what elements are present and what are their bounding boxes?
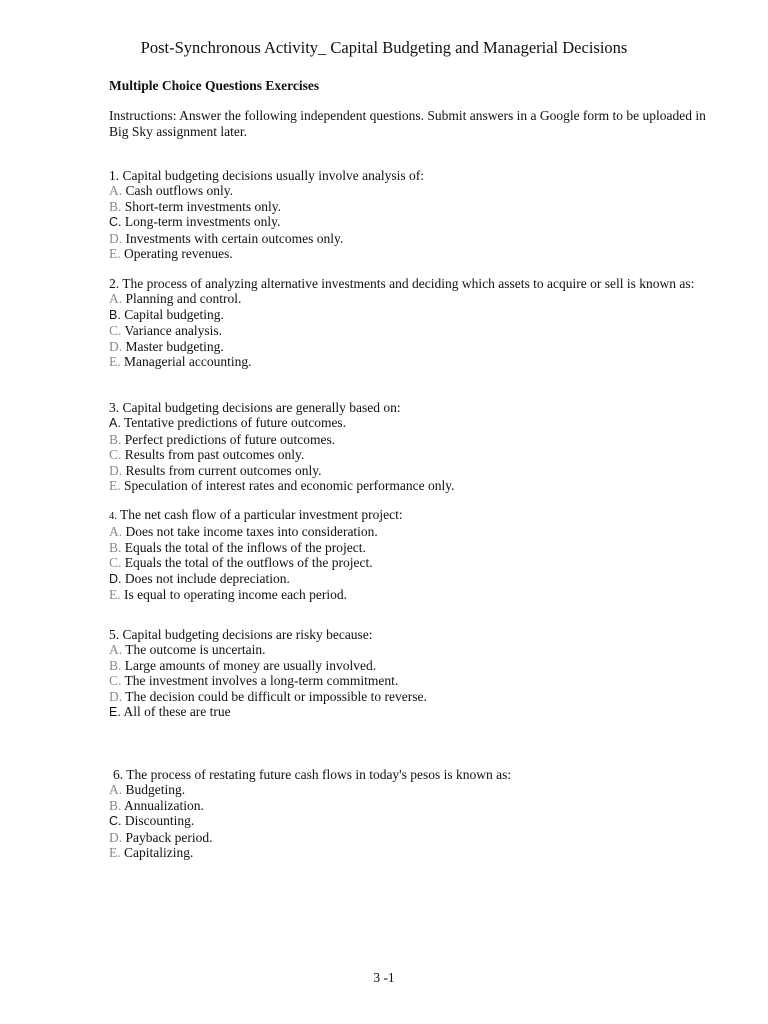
question-number: 6.	[113, 767, 124, 782]
option-text: The outcome is uncertain.	[125, 642, 266, 658]
option-text: Master budgeting.	[125, 338, 224, 354]
option-letter: A.	[109, 782, 123, 798]
option-text: Does not take income taxes into consideration.	[125, 524, 378, 540]
question-stem	[109, 276, 709, 291]
option-c	[109, 673, 709, 688]
option-text: Perfect predictions of future outcomes.	[124, 431, 336, 447]
option-text: Results from current outcomes only.	[125, 462, 322, 478]
option-text: Equals the total of the outflows of the project.	[124, 555, 373, 571]
option-text: Long-term investments only.	[124, 214, 281, 230]
option-letter: D.	[109, 338, 123, 354]
option-text: Speculation of interest rates and economic performance only.	[124, 478, 455, 494]
instructions-text: Instructions: Answer the following independent questions. Submit answers in a Google form to be uploaded in Big Sky assignment later.	[109, 108, 706, 139]
option-letter: C.	[109, 447, 122, 463]
option-letter: C.	[109, 323, 122, 339]
option-text: Operating revenues.	[124, 246, 233, 262]
option-text: Managerial accounting.	[124, 354, 252, 370]
option-text: Investments with certain outcomes only.	[125, 230, 344, 246]
option-e	[109, 587, 709, 602]
option-c	[109, 214, 709, 230]
option-letter: A.	[109, 642, 123, 658]
option-text: Annualization.	[124, 797, 204, 813]
option-b	[109, 432, 709, 447]
option-e	[109, 354, 709, 369]
option-letter: E.	[109, 705, 121, 720]
question-stem	[109, 400, 709, 415]
option-letter: A.	[109, 416, 121, 431]
question-stem	[113, 767, 713, 782]
question-stem	[109, 168, 709, 183]
question-2	[109, 276, 709, 369]
option-e	[109, 845, 713, 860]
option-text: Tentative predictions of future outcomes.	[123, 415, 347, 431]
option-d	[109, 571, 709, 587]
option-text: All of these are true	[123, 704, 231, 720]
option-text: Results from past outcomes only.	[124, 447, 305, 463]
option-d	[109, 339, 709, 354]
option-b	[109, 798, 713, 813]
question-6	[109, 767, 713, 861]
question-number: 2.	[109, 276, 120, 291]
question-stem	[109, 627, 709, 642]
option-text: Equals the total of the inflows of the project.	[124, 539, 366, 555]
option-letter: D.	[109, 571, 122, 586]
option-letter: E.	[109, 478, 121, 494]
option-text: Discounting.	[124, 813, 195, 829]
question-number: 5.	[109, 627, 120, 642]
option-letter: D.	[109, 829, 123, 845]
option-text: Payback period.	[125, 829, 213, 845]
option-text: Capital budgeting.	[124, 306, 224, 322]
option-c	[109, 813, 713, 829]
option-letter: C.	[109, 215, 122, 230]
option-b	[109, 540, 709, 555]
option-letter: C.	[109, 814, 122, 829]
option-letter: B.	[109, 198, 122, 214]
option-d	[109, 463, 709, 478]
question-text: Capital budgeting decisions usually involve analysis of:	[122, 168, 424, 183]
option-text: Large amounts of money are usually involved.	[124, 657, 377, 673]
option-text: Cash outflows only.	[125, 183, 233, 199]
question-4	[109, 507, 709, 602]
option-text: Short-term investments only.	[124, 198, 281, 214]
option-b	[109, 658, 709, 673]
option-letter: B.	[109, 539, 122, 555]
option-letter: D.	[109, 462, 123, 478]
option-letter: D.	[109, 688, 123, 704]
question-text: Capital budgeting decisions are generally based on:	[122, 400, 401, 415]
option-letter: C.	[109, 555, 122, 571]
option-c	[109, 555, 709, 570]
option-d	[109, 689, 709, 704]
option-text: Does not include depreciation.	[124, 570, 290, 586]
question-5	[109, 627, 709, 720]
option-letter: A.	[109, 291, 123, 307]
option-text: Capitalizing.	[124, 845, 194, 861]
option-d	[109, 830, 713, 845]
option-text: Variance analysis.	[124, 323, 222, 339]
option-e	[109, 246, 709, 261]
option-letter: D.	[109, 230, 123, 246]
option-letter: A.	[109, 183, 123, 199]
question-3	[109, 400, 709, 493]
option-text: Budgeting.	[125, 782, 186, 798]
option-c	[109, 323, 709, 338]
option-e	[109, 478, 709, 493]
question-number: 4.	[109, 511, 117, 522]
option-letter: B.	[109, 657, 122, 673]
option-b	[109, 199, 709, 214]
option-c	[109, 447, 709, 462]
question-text: Capital budgeting decisions are risky because:	[122, 627, 373, 642]
option-a	[109, 183, 709, 198]
page-number: 3 -1	[373, 970, 395, 985]
option-letter: C.	[109, 673, 122, 689]
option-letter: B.	[109, 797, 122, 813]
option-letter: B.	[109, 307, 121, 322]
option-a	[109, 642, 709, 657]
question-number: 1.	[109, 168, 120, 183]
option-e	[109, 704, 709, 720]
option-text: Planning and control.	[125, 291, 242, 307]
option-letter: B.	[109, 431, 122, 447]
option-a	[109, 291, 709, 306]
option-letter: E.	[109, 246, 121, 262]
document-title: Post-Synchronous Activity_ Capital Budgeting and Managerial Decisions	[140, 38, 628, 57]
option-letter: E.	[109, 354, 121, 370]
option-text: Is equal to operating income each period.	[124, 587, 348, 603]
question-text: The process of restating future cash flows in today's pesos is known as:	[126, 767, 512, 782]
question-stem	[109, 507, 709, 524]
question-1	[109, 168, 709, 261]
option-text: The investment involves a long-term commitment.	[124, 673, 399, 689]
option-a	[109, 415, 709, 431]
option-a	[109, 524, 709, 539]
option-d	[109, 231, 709, 246]
section-heading: Multiple Choice Questions Exercises	[109, 78, 320, 93]
question-text: The net cash flow of a particular investment project:	[120, 507, 403, 522]
question-text: The process of analyzing alternative investments and deciding which assets to acquire or sell is known as:	[122, 276, 695, 291]
option-letter: A.	[109, 524, 123, 540]
option-text: The decision could be difficult or impossible to reverse.	[125, 688, 427, 704]
option-b	[109, 307, 709, 323]
option-letter: E.	[109, 845, 121, 861]
question-number: 3.	[109, 400, 120, 415]
option-a	[109, 782, 713, 797]
option-letter: E.	[109, 587, 121, 603]
